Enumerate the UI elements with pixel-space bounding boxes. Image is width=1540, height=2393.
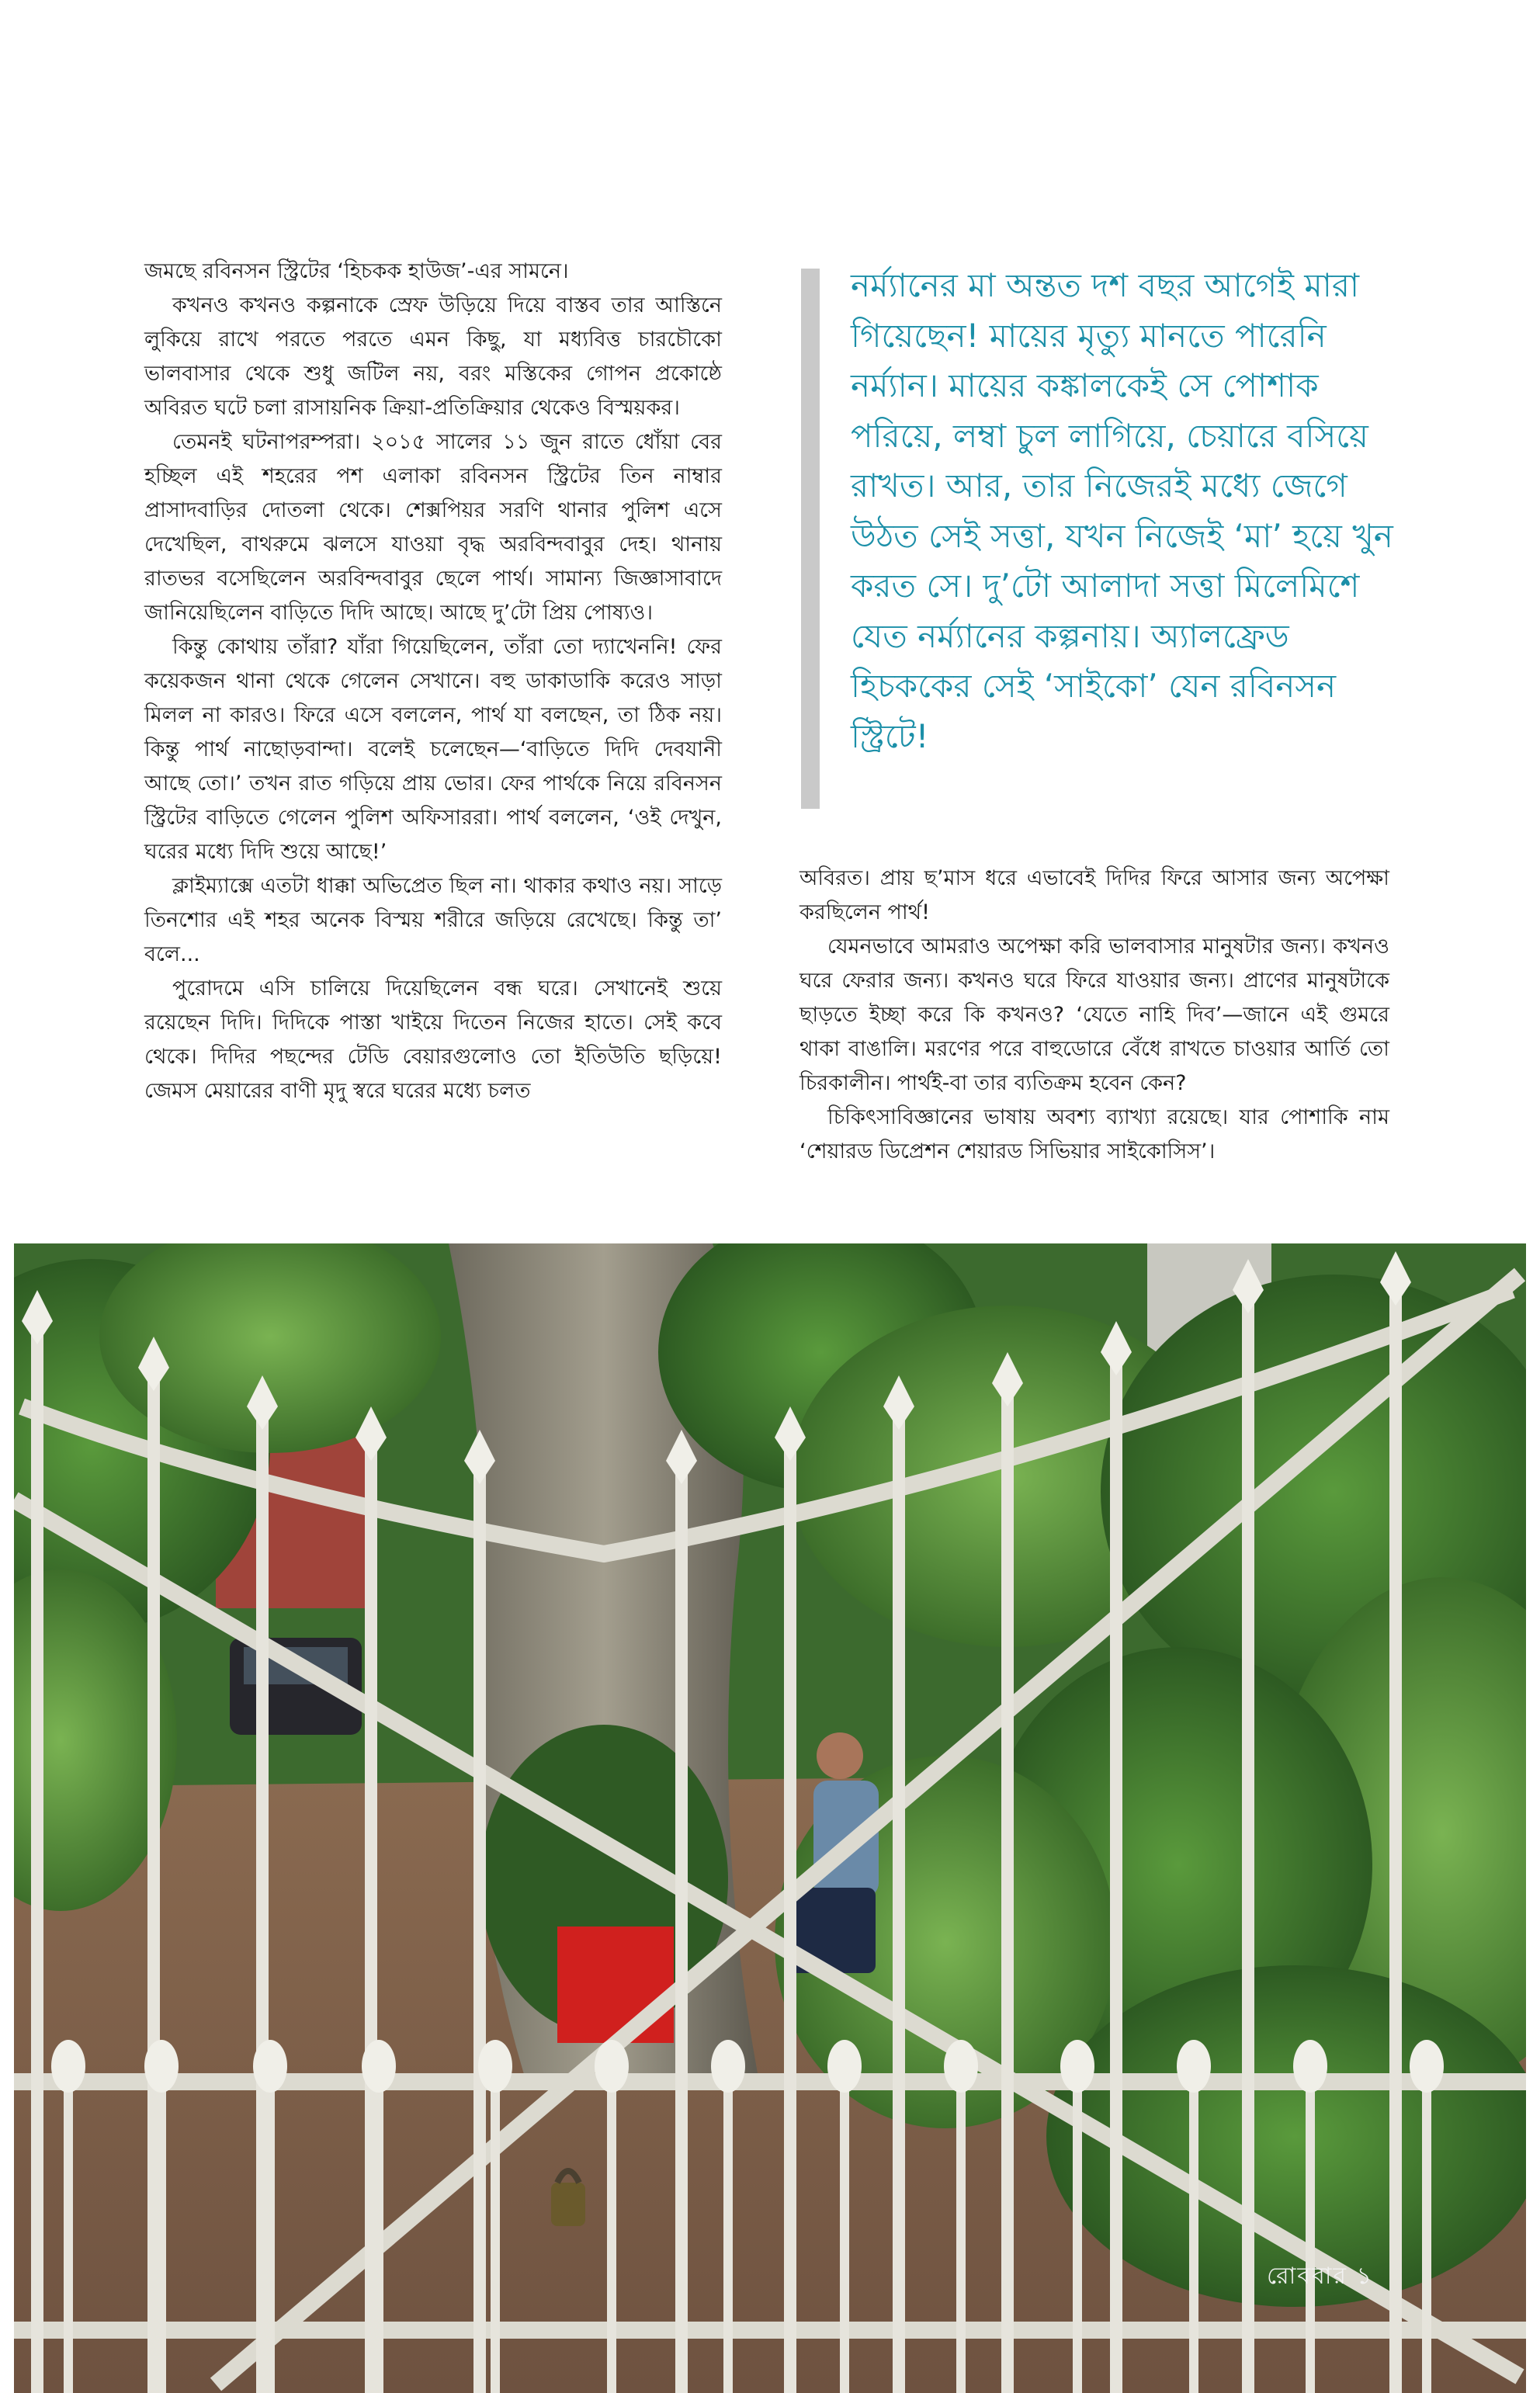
gate-photo [14, 1243, 1526, 2393]
pull-quote [801, 261, 1406, 813]
paragraph: পুরোদমে এসি চালিয়ে দিয়েছিলেন বন্ধ ঘরে। সেখানেই শুয়ে রয়েছেন দিদি। দিদিকে পাস্তা খাইয়ে দিতেন নিজের হাতে। সেই কবে থেকে। দিদির পছন্দের টেডি বেয়ারগুলোও তো ইতিউতি ছড়িয়ে! জেমস মেয়ারের বাণী মৃদু স্বরে ঘরের মধ্যে চলত [144, 976, 722, 1103]
paragraph: ক্লাইম্যাক্সে এতটা ধাক্কা অভিপ্রেত ছিল না। থাকার কথাও নয়। সাড়ে তিনশোর এই শহর অনেক বিস্ময় শরীরে জড়িয়ে রেখেছে। কিন্তু তা’ বলে... [144, 874, 722, 966]
pull-quote-bar [801, 269, 820, 809]
red-stool [557, 1927, 674, 2043]
paragraph: কখনও কখনও কল্পনাকে স্রেফ উড়িয়ে দিয়ে বাস্তব তার আস্তিনে লুকিয়ে রাখে পরতে পরতে এমন কিছু, যা মধ্যবিত্ত চারচৌকো ভালবাসার থেকে শুধু জটিল নয়, বরং মস্তিকের গোপন প্রকোষ্ঠে অবিরত ঘটে চলা রাসায়নিক ক্রিয়া-প্রতিক্রিয়ার থেকেও বিস্ময়কর। [144, 293, 722, 420]
page-number: রোববার ১ [1267, 2263, 1373, 2290]
paragraph: কিন্তু কোথায় তাঁরা? যাঁরা গিয়েছিলেন, তাঁরা তো দ্যাখেননি! ফের কয়েকজন থানা থেকে গেলেন সেখানে। বহু ডাকাডাকি করেও সাড়া মিলল না কারও। ফিরে এসে বললেন, পার্থ যা বলছেন, তা ঠিক নয়। কিন্তু পার্থ নাছোড়বান্দা। বলেই চলেছেন—‘বাড়িতে দিদি দেবযানী আছে তো।’ তখন রাত গড়িয়ে প্রায় ভোর। ফের পার্থকে নিয়ে রবিনসন স্ট্রিটের বাড়িতে গেলেন পুলিশ অফিসাররা। পার্থ বললেন, ‘ওই দেখুন, ঘরের মধ্যে দিদি শুয়ে আছে!’ [144, 635, 722, 864]
article-column-right [799, 862, 1389, 1169]
paragraph: যেমনভাবে আমরাও অপেক্ষা করি ভালবাসার মানুষটার জন্য। কখনও ঘরে ফেরার জন্য। কখনও ঘরে ফিরে যাওয়ার জন্য। প্রাণের মানুষটাকে ছাড়তে ইচ্ছা করে কি কখনও? ‘যেতে নাহি দিব’—জানে এই গুমরে থাকা বাঙালি। মরণের পরে বাহুডোরে বেঁধে রাখতে চাওয়ার আর্তি তো চিরকালীন। পার্থই-বা তার ব্যতিক্রম হবেন কেন? [799, 935, 1389, 1095]
article-column-left [144, 255, 722, 1108]
paragraph: অবিরত। প্রায় ছ’মাস ধরে এভাবেই দিদির ফিরে আসার জন্য অপেক্ষা করছিলেন পার্থ! [799, 866, 1389, 924]
paragraph: চিকিৎসাবিজ্ঞানের ভাষায় অবশ্য ব্যাখ্যা রয়েছে। যার পোশাকি নাম ‘শেয়ারড ডিপ্রেশন শেয়ারড সিভিয়ার সাইকোসিস’। [799, 1105, 1389, 1164]
paragraph: তেমনই ঘটনাপরম্পরা। ২০১৫ সালের ১১ জুন রাতে ধোঁয়া বের হচ্ছিল এই শহরের পশ এলাকা রবিনসন স্ট্রিটের তিন নাম্বার প্রাসাদবাড়ির দোতলা থেকে। শেক্সপিয়র সরণি থানার পুলিশ এসে দেখেছিল, বাথরুমে ঝলসে যাওয়া বৃদ্ধ অরবিন্দবাবুর দেহ। থানায় রাতভর বসেছিলেন অরবিন্দবাবুর ছেলে পার্থ। সামান্য জিজ্ঞাসাবাদে জানিয়েছিলেন বাড়িতে দিদি আছে। আছে দু’টো প্রিয় পোষ্যও। [144, 430, 722, 625]
pull-quote-text: নর্ম্যানের মা অন্তত দশ বছর আগেই মারা গিয়েছেন! মায়ের মৃত্যু মানতে পারেনি নর্ম্যান। মায়ের কঙ্কালকেই সে পোশাক পরিয়ে, লম্বা চুল লাগিয়ে, চেয়ারে বসিয়ে রাখত। আর, তার নিজেরই মধ্যে জেগে উঠত সেই সত্তা, যখন নিজেই ‘মা’ হয়ে খুন করত সে। দু’টো আলাদা সত্তা মিলেমিশে যেত নর্ম্যানের কল্পনায়। অ্যালফ্রেড হিচককের সেই ‘সাইকো’ যেন রবিনসন স্ট্রিটে! [851, 266, 1393, 755]
paragraph: জমছে রবিনসন স্ট্রিটের ‘হিচকক হাউজ’-এর সামনে। [144, 259, 569, 283]
